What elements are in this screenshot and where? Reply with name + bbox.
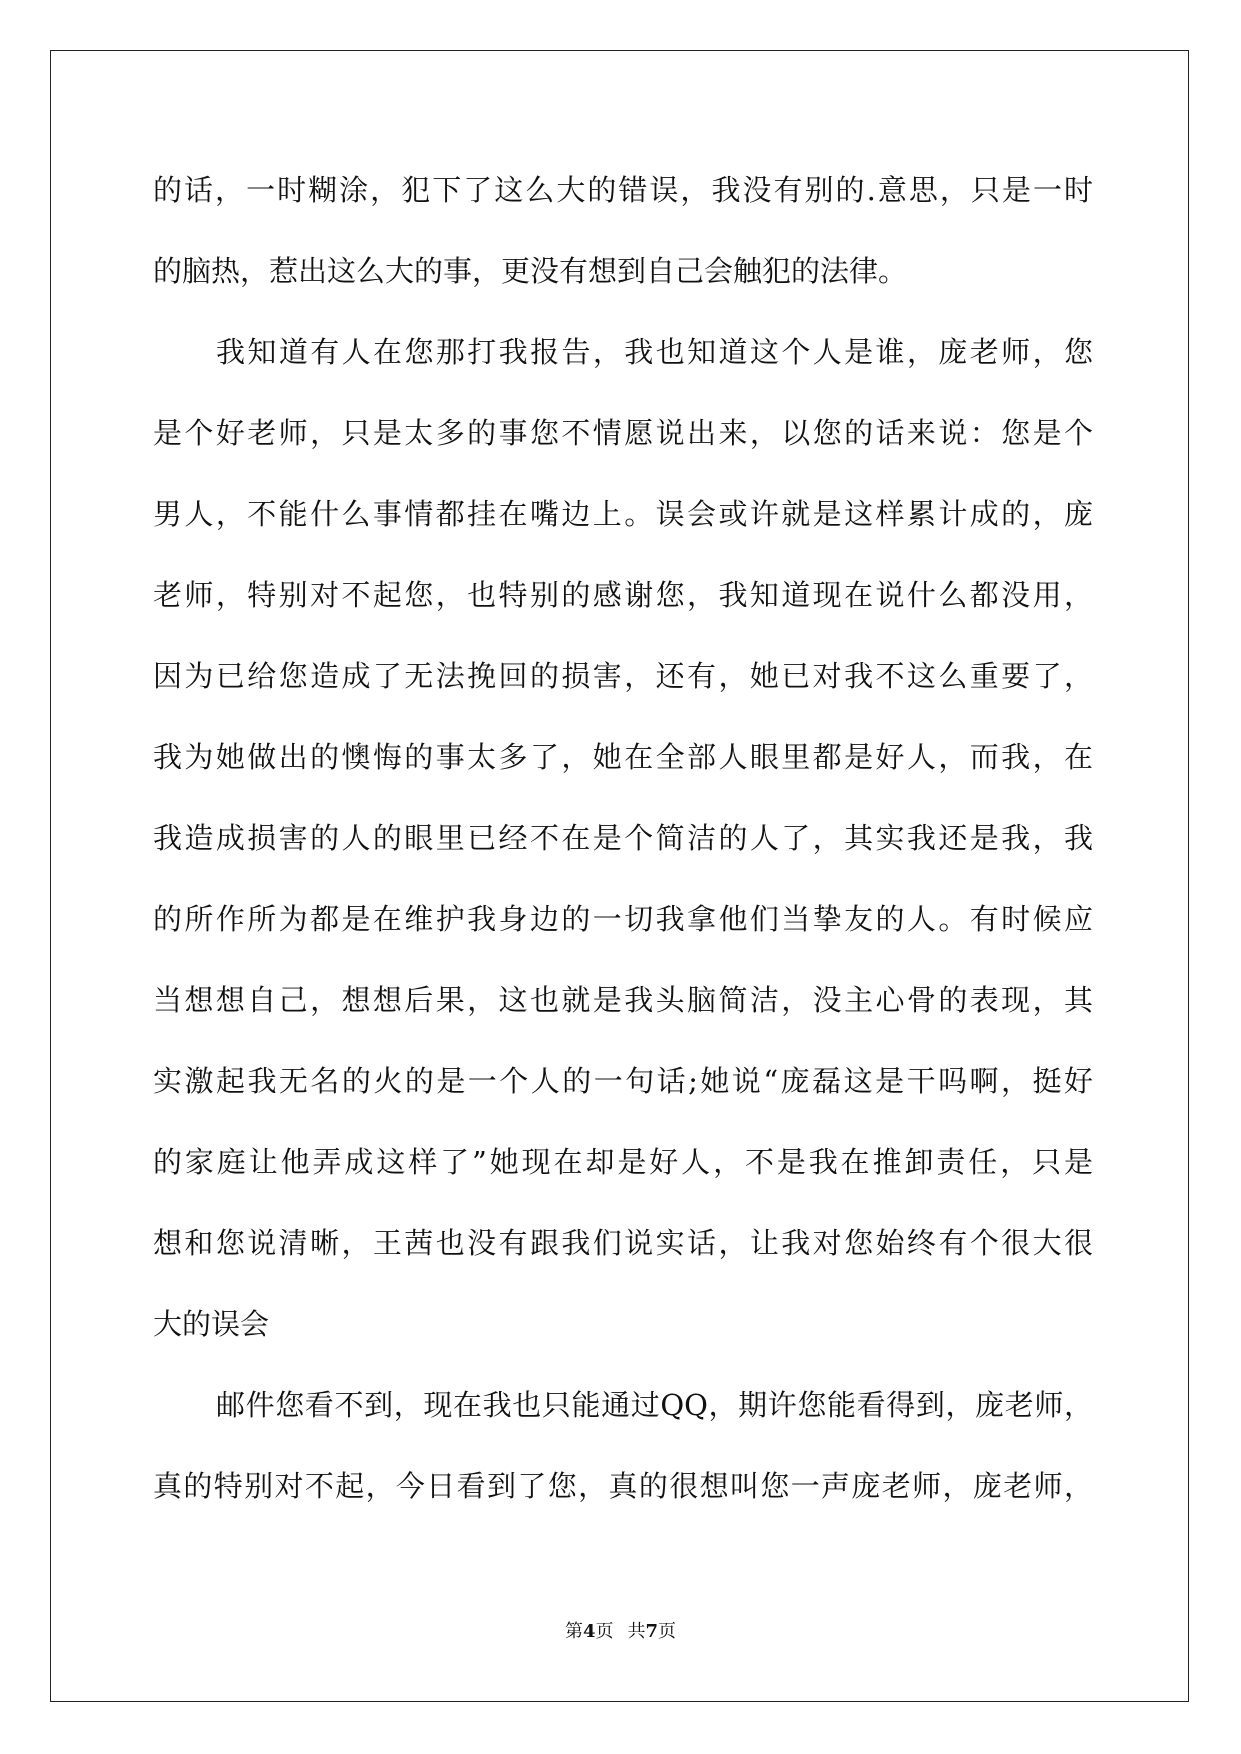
body-line: 老师，特别对不起您，也特别的感谢您，我知道现在说什么都没用， <box>153 578 1093 612</box>
body-line: 是个好老师，只是太多的事您不情愿说出来，以您的话来说：您是个 <box>153 416 1093 450</box>
body-line: 大的误会 <box>153 1307 270 1341</box>
current-page-number: 4 <box>582 1621 596 1642</box>
paragraph-first-line: 邮件您看不到，现在我也只能通过QQ，期许您能看得到，庞老师， <box>216 1388 1093 1422</box>
body-line: 我为她做出的懊悔的事太多了，她在全部人眼里都是好人，而我，在 <box>153 740 1093 774</box>
body-line: 的家庭让他弄成这样了”她现在却是好人，不是我在推卸责任，只是 <box>153 1145 1093 1179</box>
paragraph-first-line: 我知道有人在您那打我报告，我也知道这个人是谁，庞老师，您 <box>216 335 1093 369</box>
body-line: 当想想自己，想想后果，这也就是我头脑简洁，没主心骨的表现，其 <box>153 983 1093 1017</box>
body-line: 男人，不能什么事情都挂在嘴边上。误会或许就是这样累计成的，庞 <box>153 497 1093 531</box>
page-footer <box>0 1621 1241 1643</box>
footer-total-prefix: 共 <box>627 1621 646 1642</box>
footer-page-suffix: 页 <box>595 1621 614 1642</box>
body-line: 的所作所为都是在维护我身边的一切我拿他们当挚友的人。有时候应 <box>153 902 1093 936</box>
body-line: 想和您说清晰，王茜也没有跟我们说实话，让我对您始终有个很大很 <box>153 1226 1093 1260</box>
document-body <box>153 160 1093 1537</box>
body-line: 真的特别对不起，今日看到了您，真的很想叫您一声庞老师，庞老师， <box>153 1469 1093 1503</box>
body-line: 的话，一时糊涂，犯下了这么大的错误，我没有别的.意思，只是一时 <box>153 173 1093 207</box>
footer-prefix: 第 <box>564 1621 583 1642</box>
body-line: 的脑热，惹出这么大的事，更没有想到自己会触犯的法律。 <box>153 254 908 288</box>
body-line: 实激起我无名的火的是一个人的一句话;她说“庞磊这是干吗啊，挺好 <box>153 1064 1093 1098</box>
body-line: 我造成损害的人的眼里已经不在是个简洁的人了，其实我还是我，我 <box>153 821 1093 855</box>
total-page-count: 7 <box>645 1621 659 1642</box>
footer-total-suffix: 页 <box>658 1621 677 1642</box>
body-line: 因为已给您造成了无法挽回的损害，还有，她已对我不这么重要了， <box>153 659 1093 693</box>
